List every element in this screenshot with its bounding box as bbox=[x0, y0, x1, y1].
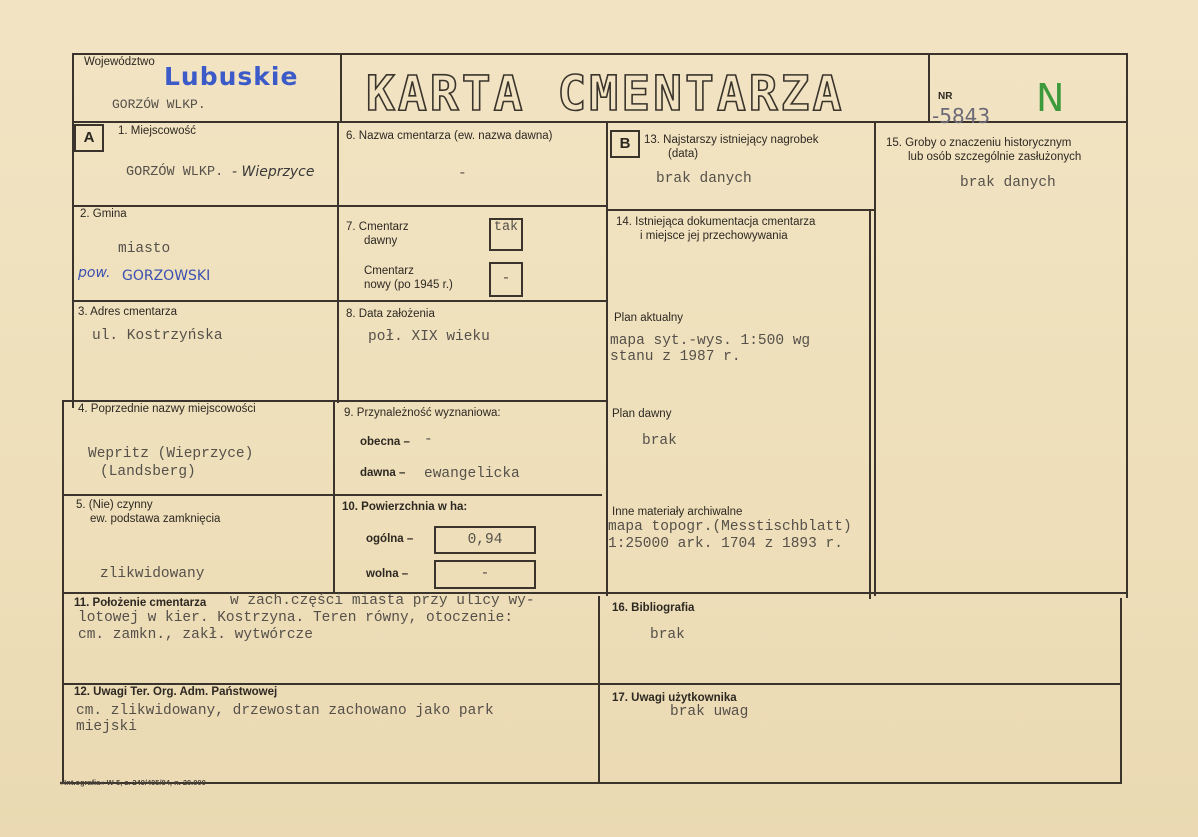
field-10-wolna-label: wolna – bbox=[366, 568, 409, 580]
field-2-hand-prefix: pow. bbox=[78, 265, 111, 281]
border-right-lower bbox=[1120, 598, 1122, 784]
field-10-wolna-value: - bbox=[434, 560, 536, 589]
field-9-dawna-label: dawna – bbox=[360, 467, 406, 479]
nr-value: -5843 bbox=[932, 104, 991, 128]
field-5-typed: zlikwidowany bbox=[100, 566, 205, 582]
field-11-label: 11. Położenie cmentarza bbox=[74, 597, 207, 609]
wojewodztwo-stamp: Lubuskie bbox=[164, 62, 299, 91]
section-b-letter: B bbox=[610, 130, 640, 158]
field-13-label-1: 13. Najstarszy istniejący nagrobek bbox=[644, 134, 819, 146]
field-9-dawna-value: ewangelicka bbox=[424, 466, 520, 482]
plan-dawny-label: Plan dawny bbox=[612, 408, 672, 420]
row-line-1 bbox=[72, 205, 340, 207]
field-1-label: 1. Miejscowość bbox=[118, 125, 196, 137]
plan-dawny-value: brak bbox=[642, 433, 677, 449]
field-10-ogolna-label: ogólna – bbox=[366, 533, 414, 545]
field-7-label-1: 7. Cmentarz bbox=[346, 221, 409, 233]
field-3-typed: ul. Kostrzyńska bbox=[92, 328, 223, 344]
field-4-typed-1: Wepritz (Wieprzyce) bbox=[88, 446, 254, 462]
field-8-label: 8. Data założenia bbox=[346, 308, 435, 320]
field-9-label: 9. Przynależność wyznaniowa: bbox=[344, 407, 501, 419]
field-10-ogolna-value: 0,94 bbox=[434, 526, 536, 554]
border-top bbox=[72, 53, 1128, 55]
plan-aktualny-1: mapa syt.-wys. 1:500 wg bbox=[610, 333, 811, 349]
col-divider-a2 bbox=[333, 400, 335, 592]
nr-label: NR bbox=[938, 91, 953, 102]
field-15-typed: brak danych bbox=[960, 175, 1056, 191]
field-14-label-2: i miejsce jej przechowywania bbox=[640, 230, 788, 242]
field-7-label-3: Cmentarz bbox=[364, 265, 414, 277]
row-line-5 bbox=[62, 592, 1126, 594]
col-divider-c2 bbox=[869, 209, 871, 599]
col-divider-c bbox=[874, 121, 876, 596]
field-5-label-1: 5. (Nie) czynny bbox=[76, 499, 153, 511]
field-11-typed-1: w zach.części miasta przy ulicy wy- bbox=[230, 593, 535, 609]
row-line-6 bbox=[338, 205, 606, 207]
field-16-typed: brak bbox=[650, 627, 685, 643]
field-15-label-2: lub osób szczególnie zasłużonych bbox=[908, 151, 1082, 163]
field-6-typed: - bbox=[458, 166, 467, 182]
field-6-label: 6. Nazwa cmentarza (ew. nazwa dawna) bbox=[346, 130, 553, 142]
inne-materialy-1: mapa topogr.(Messtischblatt) bbox=[608, 519, 852, 535]
row-line-13 bbox=[606, 209, 874, 211]
field-9-obecna-value: - bbox=[424, 432, 433, 448]
field-15-label-1: 15. Groby o znaczeniu historycznym bbox=[886, 137, 1072, 149]
plan-aktualny-2: stanu z 1987 r. bbox=[610, 349, 741, 365]
field-12-typed-2: miejski bbox=[76, 719, 137, 735]
field-11-typed-2: lotowej w kier. Kostrzyna. Teren równy, otoczenie: bbox=[78, 610, 514, 626]
inne-materialy-2: 1:25000 ark. 1704 z 1893 r. bbox=[608, 536, 843, 552]
field-16-label: 16. Bibliografia bbox=[612, 602, 695, 614]
nr-mark: N bbox=[1036, 76, 1065, 120]
field-7-box-1: tak bbox=[489, 218, 523, 251]
field-2-label: 2. Gmina bbox=[80, 208, 127, 220]
field-17-typed: brak uwag bbox=[670, 704, 749, 720]
field-1-typed: GORZÓW WLKP. bbox=[126, 165, 224, 180]
field-12-typed-1: cm. zlikwidowany, drzewostan zachowano jako park bbox=[76, 703, 494, 719]
field-3-label: 3. Adres cmentarza bbox=[78, 306, 178, 318]
field-7-label-4: nowy (po 1945 r.) bbox=[364, 279, 453, 291]
wojewodztwo-typed: GORZÓW WLKP. bbox=[112, 97, 206, 112]
border-left-upper bbox=[72, 53, 74, 408]
row-line-3 bbox=[62, 400, 606, 402]
field-7-label-2: dawny bbox=[364, 235, 398, 247]
row-line-4 bbox=[62, 494, 602, 496]
field-1-hand: - Wieprzyce bbox=[232, 164, 315, 180]
page-title: KARTA CMENTARZA bbox=[366, 66, 845, 122]
field-8-typed: poł. XIX wieku bbox=[368, 329, 490, 345]
field-4-label: 4. Poprzednie nazwy miejscowości bbox=[78, 403, 256, 415]
field-7-box-2: - bbox=[489, 262, 523, 297]
inne-materialy-label: Inne materiały archiwalne bbox=[612, 506, 743, 518]
col-divider-bottom bbox=[598, 596, 600, 784]
field-13-label-2: (data) bbox=[668, 148, 699, 160]
field-10-label: 10. Powierzchnia w ha: bbox=[342, 501, 468, 513]
header-divider-2 bbox=[928, 53, 930, 123]
border-right-upper bbox=[1126, 53, 1128, 598]
wojewodztwo-label: Województwo bbox=[84, 56, 155, 68]
field-2-typed: miasto bbox=[118, 241, 171, 257]
nr-number: 5843 bbox=[939, 104, 991, 128]
field-11-typed-3: cm. zamkn., zakł. wytwórcze bbox=[78, 627, 313, 643]
field-4-typed-2: (Landsberg) bbox=[100, 464, 196, 480]
header-divider-1 bbox=[340, 53, 342, 123]
field-17-label: 17. Uwagi użytkownika bbox=[612, 692, 737, 704]
field-13-typed: brak danych bbox=[656, 171, 752, 187]
col-divider-a1 bbox=[337, 121, 339, 403]
print-footer: »Int.ografia« W-5, z. 249/405/84, n. 20.000 bbox=[60, 778, 206, 787]
row-line-11 bbox=[62, 683, 1120, 685]
field-14-label-1: 14. Istniejąca dokumentacja cmentarza bbox=[616, 216, 816, 228]
field-5-label-2: ew. podstawa zamknięcia bbox=[90, 513, 221, 525]
row-line-2 bbox=[72, 300, 606, 302]
field-9-obecna-label: obecna – bbox=[360, 436, 410, 448]
field-2-hand: GORZOWSKI bbox=[122, 268, 211, 284]
section-a-letter: A bbox=[74, 124, 104, 152]
plan-aktualny-label: Plan aktualny bbox=[614, 312, 684, 324]
field-12-label: 12. Uwagi Ter. Org. Adm. Państwowej bbox=[74, 686, 278, 698]
border-bottom bbox=[60, 782, 1122, 784]
